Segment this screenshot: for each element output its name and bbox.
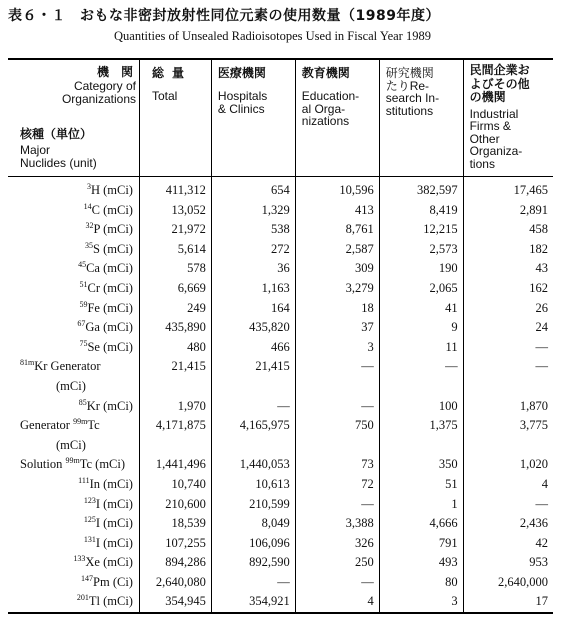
value-cell: 42	[463, 534, 553, 554]
nuclide-cell	[8, 377, 139, 397]
value-cell: —	[211, 397, 295, 417]
value-cell: 1,329	[211, 201, 295, 221]
table-row	[8, 416, 553, 436]
mass-number: 111	[78, 475, 90, 485]
nuclide-cell	[8, 455, 139, 475]
value-cell: 21,415	[139, 357, 211, 377]
table-row	[8, 553, 553, 573]
value-cell: —	[379, 357, 463, 377]
value-cell: 894,286	[139, 553, 211, 573]
nuclide-label: C (mCi)	[91, 202, 133, 217]
nuclide-cell	[8, 514, 139, 534]
value-cell: 107,255	[139, 534, 211, 554]
value-cell: 8,419	[379, 201, 463, 221]
value-cell: 3,388	[295, 514, 379, 534]
value-cell: 21,972	[139, 220, 211, 240]
corner-nuclide-en: Major Nuclides (unit)	[20, 143, 97, 170]
value-cell: 1,870	[463, 397, 553, 417]
nuclide-label: Kr Generator	[34, 359, 101, 374]
value-cell: 411,312	[139, 177, 211, 201]
table-row	[8, 514, 553, 534]
value-cell: —	[463, 357, 553, 377]
value-cell: 2,587	[295, 240, 379, 260]
table-body	[8, 177, 553, 614]
table-row	[8, 201, 553, 221]
nuclide-cell	[8, 177, 139, 201]
nuclide-label: I (mCi)	[95, 516, 133, 531]
table-row	[8, 436, 553, 456]
header-total	[139, 59, 211, 177]
value-cell: 51	[379, 475, 463, 495]
mass-number: 133	[73, 554, 86, 564]
table-row	[8, 377, 553, 397]
mass-number: 51	[79, 279, 88, 289]
table-row	[8, 279, 553, 299]
value-cell: 10,613	[211, 475, 295, 495]
value-cell: 1,440,053	[211, 455, 295, 475]
value-cell: 4,171,875	[139, 416, 211, 436]
header-industrial	[463, 59, 553, 177]
table-row	[8, 592, 553, 613]
value-cell: 435,820	[211, 318, 295, 338]
value-cell	[139, 436, 211, 456]
nuclide-label: Tc (mCi)	[79, 457, 126, 472]
value-cell	[463, 436, 553, 456]
value-cell: 750	[295, 416, 379, 436]
nuclide-cell	[8, 416, 139, 436]
mass-number: 75	[79, 338, 88, 348]
table-row	[8, 397, 553, 417]
value-cell: 80	[379, 573, 463, 593]
table-row	[8, 455, 553, 475]
value-cell: 249	[139, 299, 211, 319]
value-cell: 2,891	[463, 201, 553, 221]
value-cell: —	[295, 573, 379, 593]
value-cell: 791	[379, 534, 463, 554]
value-cell: 1,441,496	[139, 455, 211, 475]
nuclide-label: Se (mCi)	[87, 339, 133, 354]
value-cell: 210,599	[211, 495, 295, 515]
value-cell: 326	[295, 534, 379, 554]
value-cell: 210,600	[139, 495, 211, 515]
header-research-text: 研究機関 たりRe- search In- stitutions	[385, 66, 440, 118]
value-cell	[211, 436, 295, 456]
value-cell: 466	[211, 338, 295, 358]
value-cell: 578	[139, 259, 211, 279]
table-row	[8, 259, 553, 279]
value-cell: 538	[211, 220, 295, 240]
value-cell: 4	[295, 592, 379, 613]
nuclide-label: Kr (mCi)	[86, 398, 133, 413]
table-row	[8, 299, 553, 319]
nuclide-label: Tc	[87, 418, 100, 433]
value-cell: 37	[295, 318, 379, 338]
value-cell: 2,573	[379, 240, 463, 260]
value-cell: 8,049	[211, 514, 295, 534]
value-cell: 250	[295, 553, 379, 573]
value-cell: 9	[379, 318, 463, 338]
value-cell: —	[463, 338, 553, 358]
value-cell	[139, 377, 211, 397]
nuclide-label: (mCi)	[56, 378, 86, 393]
nuclide-cell	[8, 357, 139, 377]
nuclide-cell	[8, 318, 139, 338]
value-cell: 493	[379, 553, 463, 573]
nuclide-cell	[8, 338, 139, 358]
value-cell: 182	[463, 240, 553, 260]
value-cell: 162	[463, 279, 553, 299]
nuclide-cell	[8, 592, 139, 613]
radioisotope-table	[8, 58, 553, 614]
value-cell: 3	[295, 338, 379, 358]
corner-org-jp: 機 関	[96, 65, 133, 79]
value-cell: —	[295, 495, 379, 515]
value-cell: 458	[463, 220, 553, 240]
title-en: Quantities of Unsealed Radioisotopes Used in Fiscal Year 1989	[114, 29, 431, 43]
header-research	[379, 59, 463, 177]
value-cell: 1,970	[139, 397, 211, 417]
value-cell: 953	[463, 553, 553, 573]
header-jp: 民間企業お よびその他 の機関	[469, 63, 530, 104]
mass-number: 35	[85, 240, 94, 250]
value-cell: 354,945	[139, 592, 211, 613]
value-cell: 354,921	[211, 592, 295, 613]
value-cell: 1,375	[379, 416, 463, 436]
mass-number: 131	[83, 534, 96, 544]
nuclide-label: (mCi)	[56, 437, 86, 452]
value-cell	[211, 377, 295, 397]
value-cell: 73	[295, 455, 379, 475]
value-cell: 26	[463, 299, 553, 319]
value-cell: 350	[379, 455, 463, 475]
header-row	[8, 59, 553, 177]
title-jp	[8, 6, 553, 26]
nuclide-cell	[8, 475, 139, 495]
nuclide-label: S (mCi)	[93, 241, 133, 256]
header-jp: 教育機関	[301, 66, 350, 80]
header-jp: 医療機関	[217, 66, 266, 80]
value-cell: 72	[295, 475, 379, 495]
value-cell: 2,640,080	[139, 573, 211, 593]
mass-number: 85	[78, 397, 87, 407]
nuclide-cell	[8, 220, 139, 240]
value-cell: 164	[211, 299, 295, 319]
value-cell: 2,640,000	[463, 573, 553, 593]
value-cell: 17	[463, 592, 553, 613]
value-cell: 43	[463, 259, 553, 279]
nuclide-label: Xe (mCi)	[85, 555, 133, 570]
table-row	[8, 177, 553, 201]
mass-number: 45	[78, 260, 87, 270]
value-cell: 18,539	[139, 514, 211, 534]
corner-nuclide-jp: 核種（単位）	[20, 127, 93, 141]
value-cell: 1	[379, 495, 463, 515]
nuclide-cell	[8, 240, 139, 260]
value-cell: 654	[211, 177, 295, 201]
header-hospitals	[211, 59, 295, 177]
nuclide-label: I (mCi)	[95, 535, 133, 550]
table-row	[8, 475, 553, 495]
nuclide-cell	[8, 201, 139, 221]
value-cell: 10,740	[139, 475, 211, 495]
nuclide-label: In (mCi)	[89, 476, 133, 491]
value-cell: 10,596	[295, 177, 379, 201]
value-cell	[295, 436, 379, 456]
value-cell: 24	[463, 318, 553, 338]
value-cell: 8,761	[295, 220, 379, 240]
mass-number: 3	[86, 181, 91, 191]
value-cell: 1,163	[211, 279, 295, 299]
value-cell: 3	[379, 592, 463, 613]
table-row	[8, 220, 553, 240]
header-education	[295, 59, 379, 177]
value-cell: —	[211, 573, 295, 593]
value-cell	[463, 377, 553, 397]
nuclide-cell	[8, 534, 139, 554]
value-cell: 1,020	[463, 455, 553, 475]
nuclide-cell	[8, 573, 139, 593]
nuclide-label: Fe (mCi)	[87, 300, 133, 315]
nuclide-cell	[8, 279, 139, 299]
value-cell	[379, 377, 463, 397]
value-cell: 3,775	[463, 416, 553, 436]
value-cell: 100	[379, 397, 463, 417]
value-cell: 892,590	[211, 553, 295, 573]
table-row	[8, 495, 553, 515]
nuclide-label: Ga (mCi)	[85, 320, 133, 335]
value-cell: 2,065	[379, 279, 463, 299]
mass-number: 201	[76, 593, 89, 603]
value-cell: 21,415	[211, 357, 295, 377]
value-cell	[295, 377, 379, 397]
mass-number: 125	[83, 514, 96, 524]
value-cell: 2,436	[463, 514, 553, 534]
table-title-block	[8, 6, 553, 44]
value-cell: 413	[295, 201, 379, 221]
value-cell: 6,669	[139, 279, 211, 299]
value-cell: 4	[463, 475, 553, 495]
value-cell	[379, 436, 463, 456]
value-cell: 5,614	[139, 240, 211, 260]
value-cell: 309	[295, 259, 379, 279]
nuclide-cell	[8, 553, 139, 573]
mass-number: 99m	[73, 416, 88, 426]
mass-number: 81m	[20, 358, 35, 368]
header-en: Education- al Orga- nizations	[301, 89, 360, 128]
header-en: Total	[151, 89, 178, 103]
value-cell: —	[463, 495, 553, 515]
value-cell: 106,096	[211, 534, 295, 554]
nuclide-label: I (mCi)	[95, 496, 133, 511]
table-row	[8, 240, 553, 260]
value-cell: 12,215	[379, 220, 463, 240]
header-en: Industrial Firms & Other Organiza- tions	[469, 106, 523, 171]
title-jp-text: おもな非密封放射性同位元素の使用数量（1989年度）	[80, 8, 440, 24]
header-jp: 総量	[151, 66, 192, 80]
value-cell: 382,597	[379, 177, 463, 201]
value-cell: —	[295, 357, 379, 377]
nuclide-label: Cr (mCi)	[87, 280, 133, 295]
value-cell: 41	[379, 299, 463, 319]
value-cell: 272	[211, 240, 295, 260]
nuclide-prefix: Solution	[20, 457, 66, 472]
value-cell: 36	[211, 259, 295, 279]
mass-number: 67	[77, 319, 86, 328]
value-cell: —	[295, 397, 379, 417]
nuclide-cell	[8, 397, 139, 417]
value-cell: 4,165,975	[211, 416, 295, 436]
nuclide-cell	[8, 259, 139, 279]
mass-number: 123	[83, 495, 96, 505]
mass-number: 99m	[65, 456, 80, 466]
nuclide-label: Ca (mCi)	[86, 261, 133, 276]
value-cell: 13,052	[139, 201, 211, 221]
corner-org-en: Category of Organizations	[61, 79, 136, 106]
nuclide-cell	[8, 299, 139, 319]
value-cell: 11	[379, 338, 463, 358]
nuclide-label: H (mCi)	[90, 183, 133, 197]
value-cell: 17,465	[463, 177, 553, 201]
nuclide-cell	[8, 495, 139, 515]
table-number: 表６・１	[8, 8, 66, 24]
mass-number: 14	[83, 201, 92, 211]
value-cell: 480	[139, 338, 211, 358]
mass-number: 147	[81, 573, 94, 583]
header-en: Hospitals & Clinics	[217, 89, 268, 116]
nuclide-cell	[8, 436, 139, 456]
mass-number: 59	[79, 299, 88, 309]
table-row	[8, 534, 553, 554]
nuclide-label: P (mCi)	[93, 222, 133, 237]
value-cell: 18	[295, 299, 379, 319]
value-cell: 435,890	[139, 318, 211, 338]
table-row	[8, 357, 553, 377]
corner-header	[8, 59, 139, 177]
mass-number: 32	[85, 221, 94, 231]
table-row	[8, 573, 553, 593]
nuclide-prefix: Generator	[20, 418, 74, 433]
nuclide-label: Pm (Ci)	[93, 574, 133, 589]
table-row	[8, 318, 553, 338]
value-cell: 3,279	[295, 279, 379, 299]
value-cell: 190	[379, 259, 463, 279]
table-row	[8, 338, 553, 358]
value-cell: 4,666	[379, 514, 463, 534]
nuclide-label: Tl (mCi)	[88, 594, 133, 609]
